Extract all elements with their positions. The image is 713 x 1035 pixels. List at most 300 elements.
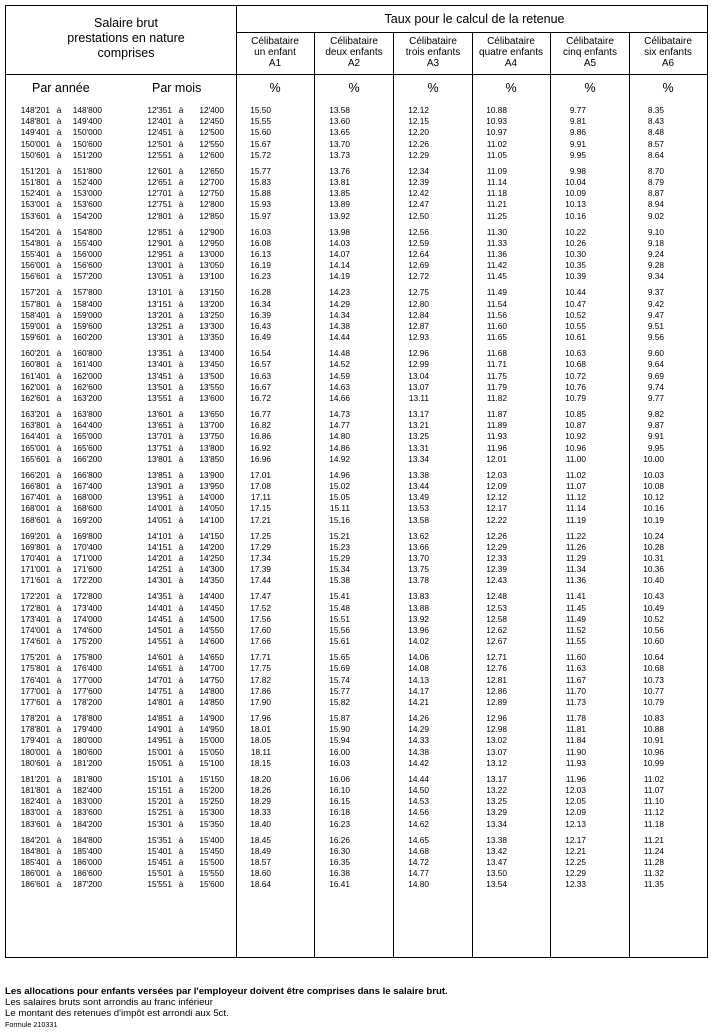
cell-rate-a2: 15.65: [329, 652, 350, 663]
cell-year-from: 166'201: [20, 469, 50, 480]
cell-month-to: 12'900: [199, 226, 224, 237]
cell-separator: à: [178, 199, 184, 210]
cell-separator: à: [56, 530, 62, 541]
cell-rate-a6: 10.91: [643, 735, 664, 746]
cell-rate-a5: 10.13: [565, 199, 586, 210]
table-row: [6, 116, 707, 127]
cell-rate-a5: 12.05: [565, 796, 586, 807]
cell-rate-a3: 12.15: [408, 116, 429, 127]
cell-rate-a6: 11.24: [643, 845, 664, 856]
cell-rate-a5: 10.39: [565, 271, 586, 282]
table-row: [6, 807, 707, 818]
cell-separator: à: [178, 116, 184, 127]
cell-rate-a1: 18.11: [250, 746, 271, 757]
column-header-line: trois enfants: [405, 47, 461, 58]
cell-month-from: 14'201: [147, 553, 172, 563]
cell-year-to: 171'600: [72, 564, 102, 575]
cell-rate-a1: 16.13: [250, 249, 271, 259]
cell-year-from: 171'601: [20, 575, 50, 586]
cell-month-to: 13'100: [199, 271, 224, 282]
cell-rate-a3: 13.17: [408, 409, 429, 419]
cell-month-to: 14'600: [199, 636, 224, 647]
cell-rate-a4: 12.67: [486, 636, 507, 647]
cell-rate-a2: 15.87: [329, 713, 350, 723]
cell-year-from: 181'201: [20, 773, 50, 784]
cell-rate-a6: 10.68: [643, 663, 664, 674]
cell-month-to: 13'850: [199, 453, 224, 464]
cell-year-from: 155'401: [20, 249, 50, 259]
cell-year-to: 180'000: [72, 735, 102, 746]
cell-rate-a2: 13.58: [329, 105, 350, 115]
cell-month-to: 13'650: [199, 409, 224, 419]
cell-year-from: 167'401: [20, 492, 50, 503]
cell-rate-a6: 8.79: [647, 177, 664, 187]
table-row: [6, 470, 707, 481]
cell-rate-a4: 11.36: [486, 249, 507, 259]
cell-rate-a6: 9.56: [647, 332, 664, 343]
cell-year-from: 178'801: [20, 724, 50, 735]
cell-year-from: 175'201: [20, 652, 50, 663]
cell-rate-a2: 16.10: [329, 785, 350, 795]
cell-rate-a5: 11.34: [565, 564, 586, 575]
cell-year-from: 177'601: [20, 697, 50, 707]
table-row: [6, 371, 707, 382]
table-row: [6, 332, 707, 343]
cell-month-to: 13'800: [199, 442, 224, 453]
cell-rate-a4: 11.96: [486, 442, 507, 453]
cell-separator: à: [178, 287, 184, 298]
cell-month-to: 14'500: [199, 613, 224, 624]
cell-separator: à: [56, 663, 62, 674]
cell-rate-a3: 12.20: [408, 127, 429, 138]
cell-rate-a4: 11.18: [486, 188, 507, 199]
cell-rate-a4: 12.86: [486, 685, 507, 696]
cell-rate-a2: 15.34: [329, 564, 350, 575]
cell-rate-a5: 10.72: [565, 370, 586, 381]
cell-rate-a5: 11.19: [565, 514, 586, 525]
cell-year-from: 152'401: [20, 188, 50, 199]
cell-year-to: 186'000: [72, 857, 102, 867]
cell-rate-a2: 15.05: [329, 492, 350, 503]
form-number: Formule 210331: [5, 1020, 58, 1029]
cell-separator: à: [178, 735, 184, 746]
cell-year-from: 165'601: [20, 453, 50, 464]
table-row: [6, 603, 707, 614]
cell-rate-a3: 12.42: [408, 188, 429, 199]
cell-separator: à: [178, 249, 184, 259]
cell-separator: à: [56, 453, 62, 464]
cell-year-from: 154'801: [20, 237, 50, 248]
column-header-code: A1: [268, 58, 282, 69]
table-row: [6, 348, 707, 359]
cell-separator: à: [56, 636, 62, 647]
cell-separator: à: [178, 564, 184, 575]
cell-separator: à: [178, 138, 184, 149]
cell-month-to: 12'500: [199, 127, 224, 138]
cell-rate-a5: 11.73: [565, 697, 586, 707]
cell-rate-a2: 13.70: [329, 138, 350, 149]
cell-separator: à: [56, 309, 62, 320]
cell-month-from: 12'401: [147, 116, 172, 127]
cell-rate-a3: 13.83: [408, 591, 429, 602]
cell-rate-a5: 9.91: [569, 138, 586, 149]
cell-separator: à: [178, 105, 184, 115]
cell-rate-a6: 9.77: [647, 393, 664, 403]
cell-rate-a1: 15.55: [250, 116, 271, 127]
cell-rate-a5: 9.81: [569, 116, 586, 127]
table-row: [6, 686, 707, 697]
cell-rate-a6: 9.28: [647, 260, 664, 271]
cell-separator: à: [178, 663, 184, 674]
cell-rate-a2: 15.69: [329, 663, 350, 674]
cell-rate-a2: 14.77: [329, 420, 350, 431]
cell-separator: à: [178, 165, 184, 176]
cell-rate-a3: 12.64: [408, 249, 429, 259]
cell-rate-a2: 14.29: [329, 298, 350, 309]
table-row: [6, 879, 707, 890]
cell-rate-a6: 10.12: [643, 492, 664, 503]
cell-year-from: 159'601: [20, 332, 50, 343]
cell-month-to: 15'100: [199, 757, 224, 768]
cell-rate-a5: 12.03: [565, 785, 586, 795]
cell-year-to: 175'800: [72, 652, 102, 663]
cell-rate-a5: 11.70: [565, 685, 586, 696]
cell-rate-a5: 12.17: [565, 834, 586, 845]
cell-rate-a4: 13.25: [486, 796, 507, 807]
cell-year-to: 164'400: [72, 420, 102, 431]
footer-notes: [5, 986, 708, 1030]
cell-rate-a1: 17.44: [250, 575, 271, 586]
cell-rate-a6: 9.18: [647, 237, 664, 248]
cell-year-to: 163'800: [72, 409, 102, 419]
cell-rate-a3: 14.72: [408, 857, 429, 867]
cell-month-to: 13'150: [199, 287, 224, 298]
cell-month-to: 12'700: [199, 177, 224, 187]
cell-rate-a4: 12.43: [486, 575, 507, 586]
cell-rate-a1: 16.67: [250, 381, 271, 392]
cell-month-from: 14'651: [147, 663, 172, 674]
cell-separator: à: [56, 879, 62, 890]
cell-rate-a5: 11.00: [565, 453, 586, 464]
cell-separator: à: [178, 321, 184, 331]
cell-month-to: 12'550: [199, 138, 224, 149]
cell-rate-a2: 15.61: [329, 636, 350, 647]
cell-rate-a4: 12.26: [486, 530, 507, 541]
cell-month-to: 14'000: [199, 492, 224, 503]
cell-year-from: 157'801: [20, 298, 50, 309]
cell-month-from: 13'851: [147, 469, 172, 480]
cell-rate-a4: 11.65: [486, 332, 507, 343]
cell-rate-a4: 13.22: [486, 785, 507, 795]
cell-month-from: 14'601: [147, 652, 172, 663]
cell-rate-a6: 9.60: [647, 348, 664, 359]
cell-rate-a4: 12.98: [486, 724, 507, 735]
cell-separator: à: [56, 514, 62, 525]
cell-year-from: 162'601: [20, 393, 50, 403]
cell-year-from: 179'401: [20, 735, 50, 746]
cell-year-from: 186'001: [20, 868, 50, 879]
cell-rate-a1: 18.45: [250, 834, 271, 845]
cell-rate-a5: 11.84: [565, 735, 586, 746]
cell-year-to: 166'200: [72, 453, 102, 464]
cell-rate-a2: 13.76: [329, 165, 350, 176]
cell-month-to: 13'950: [199, 481, 224, 491]
cell-rate-a1: 18.01: [250, 724, 271, 735]
table-row: [6, 857, 707, 868]
cell-rate-a6: 11.21: [643, 834, 664, 845]
cell-year-from: 171'001: [20, 564, 50, 575]
cell-rate-a3: 13.70: [408, 553, 429, 563]
cell-separator: à: [178, 177, 184, 187]
cell-separator: à: [56, 188, 62, 199]
column-header-line: cinq enfants: [563, 47, 617, 58]
cell-separator: à: [178, 674, 184, 685]
cell-separator: à: [56, 845, 62, 856]
cell-rate-a5: 10.96: [565, 442, 586, 453]
cell-separator: à: [56, 652, 62, 663]
cell-separator: à: [178, 442, 184, 453]
cell-separator: à: [56, 807, 62, 818]
cell-rate-a3: 14.17: [408, 685, 429, 696]
cell-rate-a1: 15.83: [250, 177, 271, 187]
column-header-line: Célibataire: [487, 36, 535, 47]
cell-year-to: 181'800: [72, 773, 102, 784]
cell-rate-a1: 16.19: [250, 260, 271, 271]
cell-month-to: 13'050: [199, 260, 224, 271]
cell-rate-a4: 13.42: [486, 845, 507, 856]
cell-separator: à: [56, 409, 62, 419]
cell-year-to: 157'800: [72, 287, 102, 298]
cell-separator: à: [56, 237, 62, 248]
cell-rate-a4: 11.05: [486, 149, 507, 160]
cell-separator: à: [56, 613, 62, 624]
table-row: [6, 553, 707, 564]
cell-rate-a4: 11.14: [486, 177, 507, 187]
cell-rate-a4: 11.45: [486, 271, 507, 282]
cell-year-to: 172'800: [72, 591, 102, 602]
cell-month-to: 12'850: [199, 210, 224, 221]
cell-separator: à: [56, 249, 62, 259]
table-row: [6, 515, 707, 526]
cell-separator: à: [56, 746, 62, 757]
cell-month-to: 14'950: [199, 724, 224, 735]
cell-month-to: 12'650: [199, 165, 224, 176]
cell-rate-a1: 17.60: [250, 625, 271, 635]
cell-separator: à: [56, 177, 62, 187]
cell-rate-a2: 16.26: [329, 834, 350, 845]
cell-rate-a5: 10.55: [565, 321, 586, 331]
cell-rate-a3: 12.93: [408, 332, 429, 343]
cell-month-to: 14'200: [199, 541, 224, 552]
cell-year-to: 183'000: [72, 796, 102, 807]
cell-rate-a3: 12.80: [408, 298, 429, 309]
cell-rate-a5: 12.13: [565, 818, 586, 829]
cell-year-to: 174'600: [72, 625, 102, 635]
table-row: [6, 713, 707, 724]
cell-rate-a3: 12.84: [408, 309, 429, 320]
cell-month-from: 13'601: [147, 409, 172, 419]
cell-rate-a3: 14.77: [408, 868, 429, 879]
cell-rate-a3: 13.11: [408, 393, 429, 403]
cell-year-to: 163'200: [72, 393, 102, 403]
cell-month-from: 13'251: [147, 321, 172, 331]
header-rule-taux: [236, 32, 707, 33]
cell-month-from: 12'601: [147, 165, 172, 176]
cell-rate-a5: 9.98: [569, 165, 586, 176]
salary-header-line: comprises: [97, 46, 155, 60]
cell-month-from: 12'951: [147, 249, 172, 259]
cell-rate-a1: 16.49: [250, 332, 271, 343]
cell-year-to: 160'800: [72, 348, 102, 359]
cell-year-to: 153'600: [72, 199, 102, 210]
cell-month-to: 13'700: [199, 420, 224, 431]
cell-year-from: 154'201: [20, 226, 50, 237]
cell-rate-a2: 15.48: [329, 602, 350, 613]
cell-month-to: 15'200: [199, 785, 224, 795]
cell-separator: à: [178, 724, 184, 735]
cell-rate-a6: 8.70: [647, 165, 664, 176]
table-row: [6, 796, 707, 807]
cell-rate-a4: 12.96: [486, 713, 507, 723]
cell-year-from: 165'001: [20, 442, 50, 453]
cell-separator: à: [178, 713, 184, 723]
cell-rate-a3: 12.47: [408, 199, 429, 210]
cell-rate-a3: 12.50: [408, 210, 429, 221]
cell-separator: à: [56, 359, 62, 370]
cell-rate-a6: 10.73: [643, 674, 664, 685]
cell-separator: à: [178, 481, 184, 491]
table-row: [6, 747, 707, 758]
table-row: [6, 199, 707, 210]
cell-year-to: 150'000: [72, 127, 102, 138]
cell-rate-a5: 10.68: [565, 359, 586, 370]
cell-rate-a3: 14.33: [408, 735, 429, 746]
cell-rate-a4: 11.02: [486, 138, 507, 149]
cell-rate-a4: 12.03: [486, 469, 507, 480]
cell-rate-a4: 13.12: [486, 757, 507, 768]
table-row: [6, 735, 707, 746]
cell-separator: à: [178, 359, 184, 370]
cell-rate-a5: 12.21: [565, 845, 586, 856]
cell-month-from: 13'351: [147, 348, 172, 359]
cell-year-from: 153'601: [20, 210, 50, 221]
cell-year-from: 168'601: [20, 514, 50, 525]
cell-rate-a5: 10.44: [565, 287, 586, 298]
cell-rate-a6: 9.95: [647, 442, 664, 453]
cell-month-from: 13'701: [147, 431, 172, 442]
cell-rate-a1: 16.08: [250, 237, 271, 248]
cell-rate-a3: 13.21: [408, 420, 429, 431]
cell-rate-a6: 9.10: [647, 226, 664, 237]
table-row: [6, 177, 707, 188]
cell-rate-a6: 9.34: [647, 271, 664, 282]
cell-rate-a1: 17.34: [250, 553, 271, 563]
cell-year-to: 168'000: [72, 492, 102, 503]
table-row: [6, 359, 707, 370]
cell-separator: à: [178, 530, 184, 541]
cell-rate-a6: 8.43: [647, 116, 664, 127]
cell-month-to: 14'800: [199, 685, 224, 696]
cell-month-from: 14'001: [147, 503, 172, 514]
cell-month-from: 13'951: [147, 492, 172, 503]
cell-rate-a1: 18.57: [250, 857, 271, 867]
table-row: [6, 542, 707, 553]
cell-rate-a1: 17.96: [250, 713, 271, 723]
cell-separator: à: [178, 210, 184, 221]
cell-rate-a4: 13.17: [486, 773, 507, 784]
salary-header-line: Salaire brut: [94, 16, 158, 30]
cell-separator: à: [56, 138, 62, 149]
cell-year-from: 169'201: [20, 530, 50, 541]
cell-rate-a2: 14.66: [329, 393, 350, 403]
cell-rate-a6: 10.96: [643, 746, 664, 757]
cell-rate-a5: 11.81: [565, 724, 586, 735]
column-header-line: Célibataire: [330, 36, 378, 47]
cell-rate-a1: 15.93: [250, 199, 271, 210]
cell-rate-a3: 13.31: [408, 442, 429, 453]
cell-separator: à: [178, 857, 184, 867]
cell-year-to: 168'600: [72, 503, 102, 514]
cell-month-to: 15'450: [199, 845, 224, 856]
cell-rate-a1: 17.90: [250, 697, 271, 707]
cell-separator: à: [178, 298, 184, 309]
cell-separator: à: [56, 348, 62, 359]
cell-year-to: 165'600: [72, 442, 102, 453]
cell-month-from: 15'451: [147, 857, 172, 867]
cell-rate-a6: 10.99: [643, 757, 664, 768]
cell-month-to: 12'800: [199, 199, 224, 210]
cell-rate-a4: 11.25: [486, 210, 507, 221]
cell-rate-a2: 16.35: [329, 857, 350, 867]
cell-rate-a5: 10.35: [565, 260, 586, 271]
cell-separator: à: [178, 785, 184, 795]
cell-separator: à: [178, 503, 184, 514]
cell-rate-a2: 14.14: [329, 260, 350, 271]
cell-rate-a5: 9.77: [569, 105, 586, 115]
rate-group-header: Taux pour le calcul de la retenue: [384, 12, 565, 26]
cell-month-from: 12'901: [147, 237, 172, 248]
cell-rate-a6: 9.37: [647, 287, 664, 298]
cell-rate-a2: 14.96: [329, 469, 350, 480]
cell-separator: à: [56, 105, 62, 115]
column-header-line: deux enfants: [325, 47, 383, 58]
cell-rate-a4: 12.53: [486, 602, 507, 613]
cell-rate-a3: 12.59: [408, 237, 429, 248]
table-row: [6, 614, 707, 625]
cell-rate-a3: 13.04: [408, 370, 429, 381]
cell-rate-a2: 13.98: [329, 226, 350, 237]
cell-month-to: 13'450: [199, 359, 224, 370]
cell-separator: à: [178, 271, 184, 282]
cell-rate-a4: 11.87: [486, 409, 507, 419]
cell-month-from: 14'751: [147, 685, 172, 696]
cell-separator: à: [56, 431, 62, 442]
cell-rate-a5: 12.25: [565, 857, 586, 867]
cell-rate-a4: 11.33: [486, 237, 507, 248]
cell-rate-a3: 14.53: [408, 796, 429, 807]
cell-rate-a5: 11.26: [565, 541, 586, 552]
cell-year-to: 161'400: [72, 359, 102, 370]
column-header-a4: [472, 36, 550, 69]
cell-rate-a2: 13.60: [329, 116, 350, 127]
cell-month-from: 14'251: [147, 564, 172, 575]
cell-rate-a2: 13.73: [329, 149, 350, 160]
table-row: [6, 758, 707, 769]
cell-rate-a3: 12.12: [408, 105, 429, 115]
salary-column-header: [14, 16, 238, 61]
cell-rate-a5: 11.63: [565, 663, 586, 674]
salary-header-line: prestations en nature: [67, 31, 185, 45]
